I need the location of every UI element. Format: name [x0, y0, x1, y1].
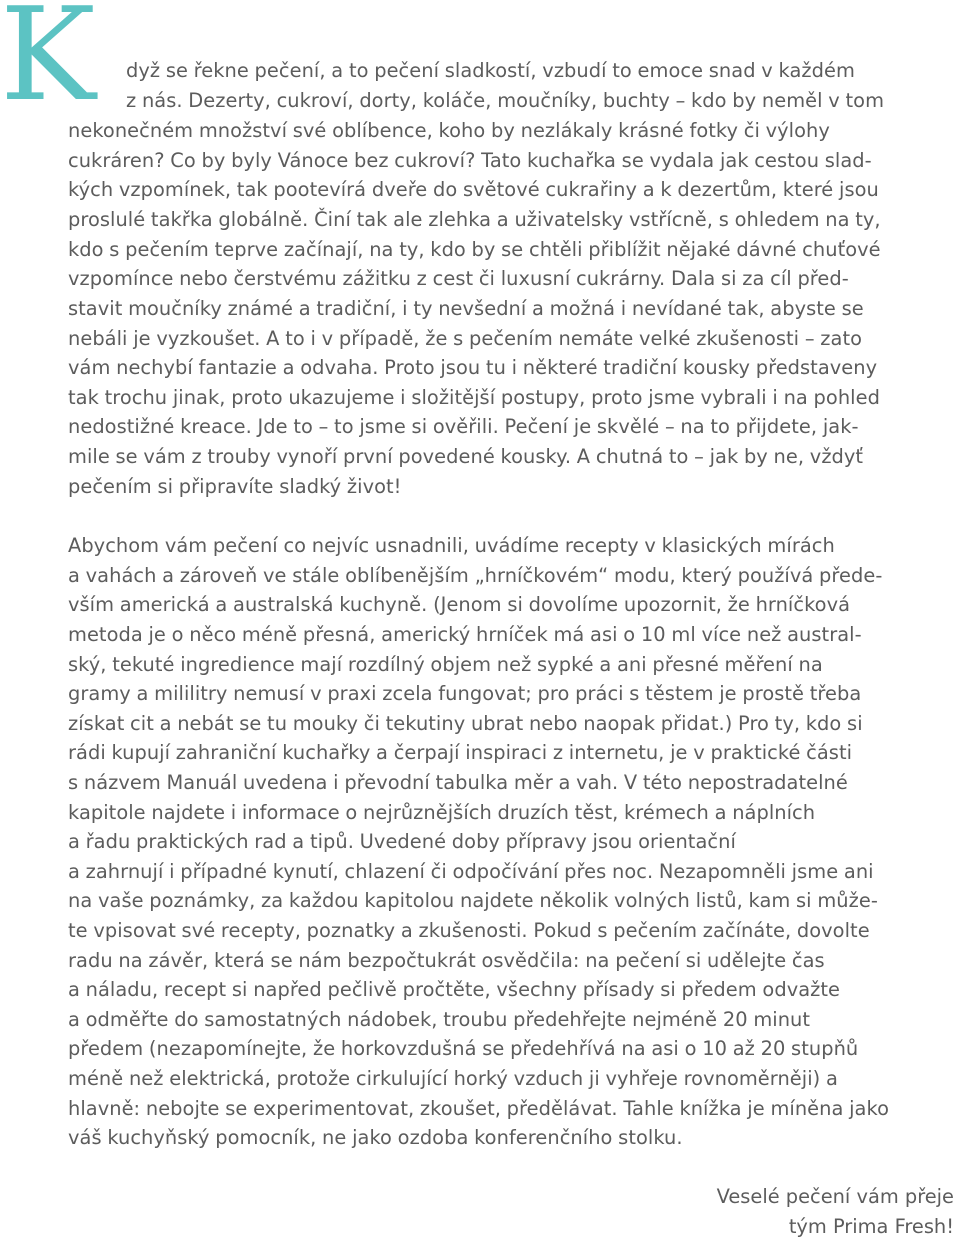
paragraph-line: nekonečném množství své oblíbence, koho by nezlákaly krásné fotky či výlohy	[68, 119, 830, 142]
paragraph-line: nedostižné kreace. Jde to – to jsme si ověřili. Pečení je skvělé – na to přijdete, jak-	[68, 415, 859, 438]
paragraph-line: z nás. Dezerty, cukroví, dorty, koláče, moučníky, buchty – kdo by neměl v tom	[126, 89, 885, 112]
paragraph-line: stavit moučníky známé a tradiční, i ty nevšední a možná i nevídané tak, abyste se	[68, 297, 864, 320]
paragraph-line: mile se vám z trouby vynoří první povedené kousky. A chutná to – jak by ne, vždyť	[68, 445, 864, 468]
paragraph-line: méně než elektrická, protože cirkulující horký vzduch ji vyhřeje rovnoměrněji) a	[68, 1067, 838, 1090]
paragraph-line: hlavně: nebojte se experimentovat, zkoušet, předělávat. Tahle knížka je míněna jako	[68, 1097, 889, 1120]
paragraph-line: tak trochu jinak, proto ukazujeme i složitější postupy, proto jsme vybrali i na pohled	[68, 386, 880, 409]
paragraph-line: vzpomínce nebo čerstvému zážitku z cest či luxusní cukrárny. Dala si za cíl před-	[68, 267, 849, 290]
paragraph-line: proslulé takřka globálně. Činí tak ale zlehka a uživatelsky vstřícně, s ohledem na ty,	[68, 208, 881, 231]
paragraph-line: te vpisovat své recepty, poznatky a zkušenosti. Pokud s pečením začínáte, dovolte	[68, 919, 870, 942]
paragraph-line: dyž se řekne pečení, a to pečení sladkostí, vzbudí to emoce snad v každém	[126, 59, 855, 82]
paragraph-line: získat cit a nebát se tu mouky či tekutiny ubrat nebo naopak přidat.) Pro ty, kdo si	[68, 712, 863, 735]
paragraph-line: na vaše poznámky, za každou kapitolou najdete několik volných listů, kam si může-	[68, 889, 878, 912]
paragraph-line: předem (nezapomínejte, že horkovzdušná se předehřívá na asi o 10 až 20 stupňů	[68, 1037, 859, 1060]
paragraph-line: s názvem Manuál uvedena i převodní tabulka měr a vah. V této nepostradatelné	[68, 771, 848, 794]
paragraph-line: a odměřte do samostatných nádobek, troubu předehřejte nejméně 20 minut	[68, 1008, 811, 1031]
dropcap-letter: K	[0, 0, 96, 130]
paragraph-line: ský, tekuté ingredience mají rozdílný objem než sypké a ani přesné měření na	[68, 653, 823, 676]
paragraph-line: a řadu praktických rad a tipů. Uvedené doby přípravy jsou orientační	[68, 830, 736, 853]
paragraph-line: cukráren? Co by byly Vánoce bez cukroví? Tato kuchařka se vydala jak cestou slad-	[68, 149, 872, 172]
paragraph-line: radu na závěr, která se nám bezpočtukrát osvědčila: na pečení si udělejte čas	[68, 949, 825, 972]
paragraph-line: a náladu, recept si napřed pečlivě pročtěte, všechny přísady si předem odvažte	[68, 978, 841, 1001]
paragraph-line: rádi kupují zahraniční kuchařky a čerpají inspiraci z internetu, je v praktické části	[68, 741, 853, 764]
paragraph-line: kdo s pečením teprve začínají, na ty, kdo by se chtěli přiblížit nějaké dávné chuťové	[68, 238, 881, 261]
signature-team: tým Prima Fresh!	[788, 1215, 954, 1238]
paragraph-line: a zahrnují i případné kynutí, chlazení či odpočívání přes noc. Nezapomněli jsme ani	[68, 860, 874, 883]
paragraph-line: Abychom vám pečení co nejvíc usnadnili, uvádíme recepty v klasických mírách	[68, 534, 835, 557]
paragraph-line: pečením si připravíte sladký život!	[68, 475, 402, 498]
paragraph-line: a vahách a zároveň ve stále oblíbenějším „hrníčkovém“ modu, který používá přede-	[68, 564, 883, 587]
paragraph-line: kapitole najdete i informace o nejrůznějších druzích těst, krémech a náplních	[68, 801, 816, 824]
paragraph-line: metoda je o něco méně přesná, americký hrníček má asi o 10 ml více než austral-	[68, 623, 862, 646]
paragraph-line: vám nechybí fantazie a odvaha. Proto jsou tu i některé tradiční kousky představeny	[68, 356, 878, 379]
paragraph-line: nebáli je vyzkoušet. A to i v případě, že s pečením nemáte velké zkušenosti – zato	[68, 327, 863, 350]
signature-greeting: Veselé pečení vám přeje	[716, 1185, 954, 1208]
paragraph-line: gramy a mililitry nemusí v praxi zcela fungovat; pro práci s těstem je prostě třeba	[68, 682, 862, 705]
paragraph-line: vším americká a australská kuchyně. (Jenom si dovolíme upozornit, že hrníčková	[68, 593, 851, 616]
paragraph-line: váš kuchyňský pomocník, ne jako ozdoba konferenčního stolku.	[68, 1126, 683, 1149]
paragraph-line: kých vzpomínek, tak pootevírá dveře do světové cukrařiny a k dezertům, které jsou	[68, 178, 879, 201]
